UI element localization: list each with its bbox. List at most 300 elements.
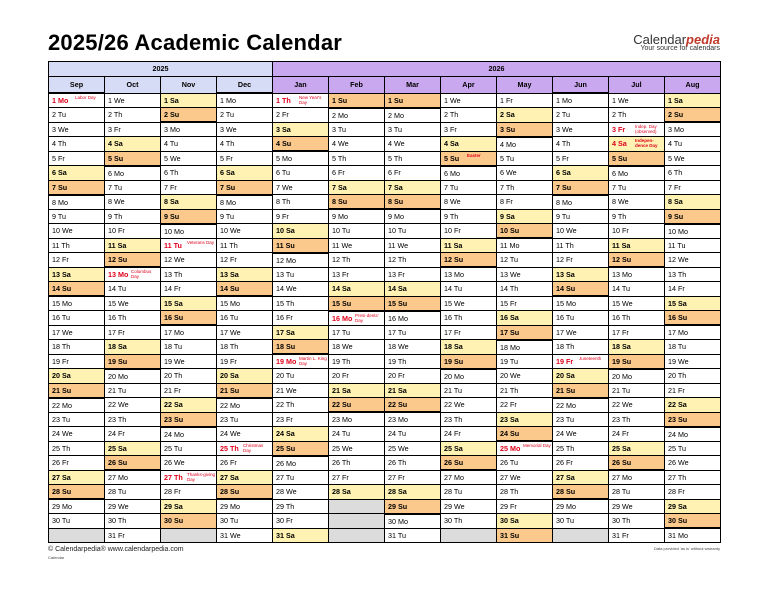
day-cell	[553, 180, 609, 195]
day-cell	[329, 485, 385, 500]
day-label: 17 Fr	[444, 327, 461, 337]
day-label: 22 We	[612, 400, 633, 410]
day-cell	[553, 340, 609, 355]
day-label: 31 Fr	[108, 530, 125, 540]
day-label: 22 Th	[276, 400, 295, 410]
day-cell	[497, 311, 553, 326]
day-cell	[665, 485, 721, 500]
day-cell	[273, 369, 329, 384]
day-label: 30 Tu	[52, 516, 70, 526]
day-label: 13 Sa	[220, 269, 239, 279]
day-label: 9 Tu	[556, 211, 570, 221]
day-label: 24 Su	[500, 429, 520, 438]
day-cell	[161, 427, 217, 442]
day-cell	[105, 427, 161, 442]
month-header: Oct	[105, 77, 161, 94]
day-label: 24 Fr	[108, 429, 125, 439]
day-label: 8 Mo	[220, 197, 236, 207]
day-label: 6 Fr	[388, 168, 401, 178]
day-cell	[161, 470, 217, 485]
day-cell	[553, 267, 609, 282]
day-cell	[665, 224, 721, 239]
day-cell	[497, 369, 553, 384]
day-cell	[49, 470, 105, 485]
day-label: 9 Su	[668, 211, 684, 221]
day-label: 10 Fr	[612, 226, 629, 236]
day-label: 20 Sa	[556, 371, 575, 381]
day-label: 16 Tu	[220, 313, 238, 323]
day-cell	[385, 166, 441, 181]
day-label: 14 Fr	[164, 284, 181, 294]
day-cell	[217, 514, 273, 529]
day-cell	[49, 166, 105, 181]
month-header: Mar	[385, 77, 441, 94]
day-label: 4 Th	[220, 139, 235, 149]
day-cell	[385, 238, 441, 253]
day-label: 9 Fr	[276, 211, 289, 221]
day-label: 6 Sa	[220, 168, 235, 178]
day-label: 7 Sa	[332, 182, 347, 192]
day-cell	[609, 485, 665, 500]
day-cell	[49, 398, 105, 413]
day-cell	[329, 354, 385, 369]
day-label: 18 Mo	[500, 342, 520, 352]
day-cell	[385, 253, 441, 268]
day-label: 3 Su	[500, 124, 516, 134]
day-cell	[273, 209, 329, 224]
day-cell	[385, 137, 441, 152]
day-label: 24 Mo	[668, 429, 688, 439]
day-label: 27 Th	[668, 472, 687, 482]
day-cell	[385, 180, 441, 195]
day-cell	[609, 340, 665, 355]
day-cell	[609, 528, 665, 543]
day-label: 15 Mo	[556, 299, 576, 308]
empty-cell	[49, 528, 105, 543]
day-cell	[385, 456, 441, 471]
day-cell	[497, 224, 553, 239]
day-cell	[553, 383, 609, 398]
day-cell	[385, 499, 441, 514]
day-cell	[273, 499, 329, 514]
day-cell	[161, 93, 217, 108]
day-cell	[105, 224, 161, 239]
day-label: 23 Tu	[52, 414, 70, 424]
day-cell	[441, 398, 497, 413]
day-label: 29 Sa	[668, 501, 687, 511]
month-header: Jul	[609, 77, 665, 94]
day-label: 26 Su	[108, 458, 128, 467]
day-label: 12 Su	[108, 255, 128, 264]
day-cell	[385, 122, 441, 137]
day-label: 16 Tu	[52, 313, 70, 323]
day-cell	[217, 209, 273, 224]
day-label: 21 Su	[52, 385, 72, 395]
day-label: 8 We	[108, 197, 125, 207]
day-label: 19 Su	[108, 356, 128, 366]
footer-disclaimer: Data provided 'as is' without warranty	[653, 546, 720, 551]
day-label: 4 We	[388, 139, 405, 149]
day-cell	[273, 180, 329, 195]
holiday-note: Columbus Day	[131, 269, 152, 279]
day-cell	[441, 412, 497, 427]
day-cell	[385, 340, 441, 355]
day-cell	[329, 383, 385, 398]
month-header: May	[497, 77, 553, 94]
day-cell	[609, 93, 665, 108]
day-cell	[609, 209, 665, 224]
day-label: 5 Th	[332, 153, 347, 163]
day-label: 20 Mo	[444, 371, 464, 381]
day-cell	[553, 354, 609, 369]
day-label: 12 Th	[332, 255, 351, 265]
day-label: 1 Th	[276, 95, 291, 105]
day-cell	[441, 93, 497, 108]
holiday-note: Veterans Day	[187, 239, 215, 245]
day-cell	[329, 267, 385, 282]
day-label: 26 Su	[612, 458, 632, 467]
day-label: 30 Tu	[556, 516, 574, 526]
day-label: 17 Sa	[276, 327, 295, 337]
day-label: 28 Tu	[108, 487, 126, 497]
day-label: 2 Su	[668, 110, 684, 119]
day-label: 7 Tu	[108, 182, 122, 192]
day-label: 4 Th	[556, 139, 571, 149]
day-label: 1 Mo	[52, 96, 69, 105]
day-label: 14 Tu	[612, 284, 630, 294]
day-label: 7 Tu	[444, 182, 458, 192]
day-cell	[161, 485, 217, 500]
day-label: 1 We	[108, 95, 125, 105]
day-label: 8 Fr	[500, 197, 513, 207]
day-label: 29 Sa	[164, 501, 183, 511]
day-cell	[497, 267, 553, 282]
day-cell	[553, 514, 609, 529]
day-label: 20 Th	[164, 371, 183, 381]
day-label: 2 Sa	[500, 110, 515, 120]
day-label: 23 Su	[164, 414, 184, 424]
day-label: 6 Sa	[52, 168, 67, 178]
day-label: 2 Fr	[276, 110, 289, 120]
day-cell	[609, 514, 665, 529]
empty-cell	[553, 528, 609, 543]
day-cell	[273, 412, 329, 427]
day-label: 24 Fr	[444, 429, 461, 439]
day-cell	[161, 441, 217, 456]
day-label: 28 Fr	[164, 487, 181, 497]
day-label: 16 Th	[612, 313, 631, 323]
day-cell	[49, 325, 105, 340]
day-cell	[329, 108, 385, 123]
day-cell	[385, 354, 441, 369]
day-label: 17 We	[220, 327, 241, 337]
day-label: 30 Th	[444, 516, 463, 526]
day-cell	[49, 427, 105, 442]
day-label: 17 Fr	[612, 327, 629, 337]
day-label: 5 Su	[444, 153, 460, 163]
brand-tagline: Your source for calendars	[640, 45, 720, 52]
day-label: 23 Tu	[556, 414, 574, 424]
day-cell	[161, 122, 217, 137]
day-label: 18 Sa	[108, 342, 127, 352]
day-cell	[497, 151, 553, 166]
day-cell	[273, 383, 329, 398]
day-cell	[609, 383, 665, 398]
day-label: 26 Tu	[500, 458, 518, 468]
day-label: 26 Th	[388, 458, 407, 468]
day-cell	[609, 369, 665, 384]
day-label: 25 Mo	[500, 444, 521, 453]
day-label: 4 We	[332, 139, 349, 149]
day-label: 9 Th	[612, 211, 627, 221]
day-cell	[609, 108, 665, 123]
day-label: 1 We	[444, 95, 461, 105]
day-cell	[273, 311, 329, 326]
day-label: 28 Tu	[612, 487, 630, 497]
day-label: 2 Tu	[52, 110, 66, 120]
footer-note: Calendar	[48, 555, 65, 560]
day-cell	[329, 282, 385, 297]
day-label: 5 We	[668, 153, 685, 163]
day-cell	[49, 253, 105, 268]
day-cell	[161, 267, 217, 282]
day-label: 18 Th	[556, 342, 575, 352]
day-cell	[105, 311, 161, 326]
day-cell	[665, 325, 721, 340]
day-cell	[273, 514, 329, 529]
day-cell	[497, 427, 553, 442]
day-label: 29 We	[612, 501, 633, 511]
day-label: 7 Tu	[612, 182, 626, 192]
day-cell	[161, 209, 217, 224]
day-label: 17 Mo	[668, 328, 688, 337]
day-cell	[217, 427, 273, 442]
day-label: 5 Mo	[276, 154, 292, 163]
day-label: 10 We	[52, 226, 73, 236]
day-cell	[609, 398, 665, 413]
day-cell	[441, 441, 497, 456]
day-cell	[105, 528, 161, 543]
day-cell	[553, 412, 609, 427]
day-label: 31 We	[220, 530, 241, 540]
day-cell	[273, 195, 329, 210]
day-cell	[385, 369, 441, 384]
day-label: 21 Sa	[332, 385, 351, 395]
day-cell	[665, 311, 721, 326]
day-label: 22 Mo	[220, 400, 240, 410]
day-cell	[609, 296, 665, 311]
day-cell	[329, 122, 385, 137]
day-cell	[105, 122, 161, 137]
day-cell	[105, 514, 161, 529]
day-cell	[441, 514, 497, 529]
day-label: 8 Sa	[668, 197, 683, 207]
day-label: 27 Fr	[388, 472, 405, 482]
day-cell	[49, 267, 105, 282]
day-label: 9 Th	[108, 211, 123, 221]
day-cell	[441, 209, 497, 224]
day-cell	[609, 441, 665, 456]
day-label: 27 Sa	[220, 472, 239, 482]
day-cell	[329, 456, 385, 471]
day-label: 10 We	[556, 226, 577, 236]
day-cell	[497, 470, 553, 485]
day-cell	[105, 282, 161, 297]
day-cell	[273, 282, 329, 297]
day-label: 7 Th	[500, 182, 515, 192]
day-cell	[497, 93, 553, 108]
day-cell	[161, 151, 217, 166]
day-label: 14 Su	[52, 284, 72, 293]
day-label: 19 Su	[444, 356, 464, 366]
day-label: 7 Su	[220, 182, 236, 192]
day-cell	[497, 108, 553, 123]
day-label: 25 Th	[220, 443, 239, 453]
day-label: 25 Sa	[108, 443, 127, 453]
day-label: 11 Tu	[164, 240, 182, 250]
day-cell	[497, 122, 553, 137]
holiday-note: Easter	[467, 152, 481, 158]
day-label: 4 Th	[52, 139, 67, 149]
day-cell	[273, 354, 329, 369]
day-label: 8 Su	[332, 197, 348, 206]
holiday-note: Christmas Day	[243, 442, 264, 453]
day-cell	[553, 369, 609, 384]
day-cell	[665, 151, 721, 166]
day-label: 13 Sa	[556, 269, 575, 279]
day-cell	[161, 282, 217, 297]
day-cell	[609, 267, 665, 282]
day-label: 16 Sa	[500, 313, 519, 323]
day-cell	[161, 296, 217, 311]
day-cell	[385, 398, 441, 413]
day-cell	[273, 296, 329, 311]
day-cell	[105, 180, 161, 195]
day-label: 11 Tu	[668, 240, 686, 250]
day-cell	[49, 137, 105, 152]
day-cell	[105, 253, 161, 268]
day-label: 5 Fr	[220, 153, 233, 163]
day-label: 25 Sa	[612, 443, 631, 453]
day-cell	[217, 195, 273, 210]
day-cell	[273, 166, 329, 181]
day-label: 12 Su	[444, 255, 464, 264]
day-label: 20 Tu	[276, 371, 294, 381]
day-cell	[553, 151, 609, 166]
day-cell	[441, 369, 497, 384]
day-cell	[161, 137, 217, 152]
day-cell	[385, 485, 441, 500]
day-label: 22 Sa	[668, 400, 687, 410]
day-label: 14 We	[276, 284, 297, 294]
day-cell	[217, 238, 273, 253]
day-cell	[161, 398, 217, 413]
day-cell	[329, 412, 385, 427]
day-label: 11 We	[332, 240, 353, 250]
day-cell	[385, 209, 441, 224]
day-cell	[105, 296, 161, 311]
month-header: Dec	[217, 77, 273, 94]
day-label: 12 Fr	[556, 255, 573, 265]
day-cell	[329, 311, 385, 326]
day-cell	[665, 456, 721, 471]
day-cell	[609, 180, 665, 195]
day-cell	[217, 470, 273, 485]
day-cell	[105, 412, 161, 427]
day-label: 12 Th	[388, 255, 407, 265]
month-header: Aug	[665, 77, 721, 94]
day-cell	[497, 325, 553, 340]
day-cell	[217, 499, 273, 514]
day-label: 20 Mo	[108, 371, 128, 381]
day-cell	[553, 253, 609, 268]
day-label: 21 Tu	[108, 385, 126, 395]
day-cell	[665, 195, 721, 210]
day-label: 25 Th	[556, 443, 575, 453]
day-label: 1 Su	[332, 95, 348, 105]
day-label: 10 Tu	[388, 226, 406, 236]
day-cell	[665, 122, 721, 137]
day-cell	[329, 296, 385, 311]
day-label: 20 Fr	[332, 371, 349, 381]
day-cell	[217, 369, 273, 384]
day-cell	[161, 311, 217, 326]
day-cell	[49, 282, 105, 297]
day-label: 6 Mo	[444, 168, 460, 178]
day-cell	[385, 93, 441, 108]
day-cell	[161, 180, 217, 195]
day-label: 18 Tu	[164, 342, 182, 352]
day-cell	[609, 122, 665, 137]
day-cell	[329, 470, 385, 485]
day-cell	[217, 253, 273, 268]
day-label: 13 We	[500, 269, 521, 279]
day-label: 18 Tu	[668, 342, 686, 352]
day-label: 13 Mo	[612, 270, 632, 279]
day-cell	[553, 470, 609, 485]
day-label: 12 Fr	[220, 255, 237, 265]
empty-cell	[329, 514, 385, 529]
day-label: 19 Fr	[220, 356, 237, 366]
day-label: 3 We	[556, 124, 573, 134]
day-label: 4 Sa	[612, 139, 627, 149]
day-cell	[665, 470, 721, 485]
day-cell	[665, 528, 721, 543]
day-label: 16 Mo	[332, 313, 353, 323]
day-label: 24 Fr	[612, 429, 629, 439]
day-cell	[161, 195, 217, 210]
day-label: 3 We	[52, 124, 69, 134]
day-label: 23 Th	[444, 414, 463, 424]
day-label: 19 Fr	[52, 356, 69, 366]
day-cell	[665, 166, 721, 181]
day-cell	[217, 354, 273, 369]
day-cell	[273, 456, 329, 471]
day-label: 12 We	[668, 255, 689, 265]
day-label: 31 Su	[500, 530, 520, 540]
day-label: 23 Th	[612, 414, 631, 424]
day-cell	[609, 325, 665, 340]
brand-logo[interactable]	[633, 32, 720, 52]
day-label: 2 Mo	[388, 110, 404, 120]
day-label: 11 Mo	[500, 241, 520, 250]
day-cell	[105, 137, 161, 152]
day-label: 8 Su	[388, 197, 404, 206]
day-label: 10 We	[220, 226, 241, 236]
day-label: 4 Tu	[164, 139, 178, 149]
day-cell	[553, 166, 609, 181]
day-cell	[385, 412, 441, 427]
